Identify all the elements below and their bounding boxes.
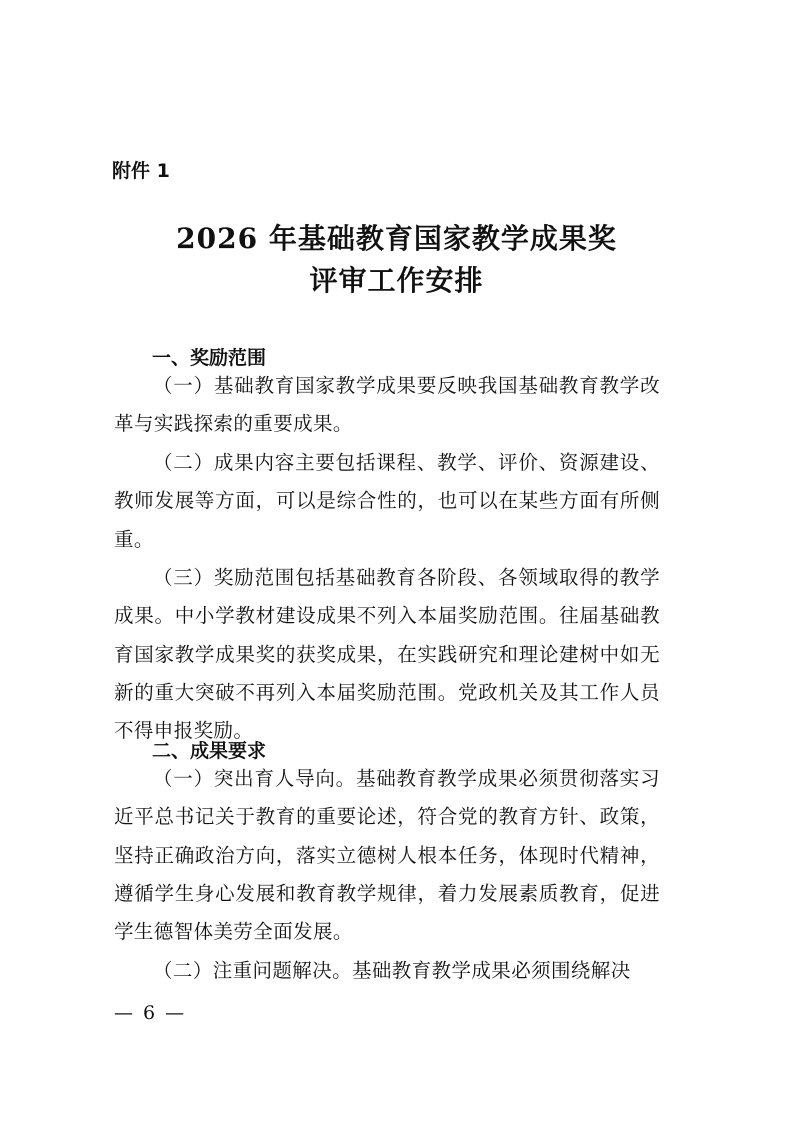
paragraph-requirements-2: （二）注重问题解决。基础教育教学成果必须围绕解决 xyxy=(153,959,631,982)
attachment-label: 附件 1 xyxy=(112,160,170,182)
paragraph-requirements-1: （一）突出育人导向。基础教育教学成果必须贯彻落实习近平总书记关于教育的重要论述，符合党的教育方针、政策，坚持正确政治方向，落实立德树人根本任务，体现时代精神，遵循学生身心发展和教育教学规律，着力发展素质教育，促进学生德智体美劳全面发展。 xyxy=(114,767,660,944)
paragraph-scope-1: （一）基础教育国家教学成果要反映我国基础教育教学改革与实践探索的重要成果。 xyxy=(114,374,660,436)
document-title-line-1: 2026 年基础教育国家教学成果奖 xyxy=(176,222,617,255)
paragraph-scope-3: （三）奖励范围包括基础教育各阶段、各领域取得的教学成果。中小学教材建设成果不列入本届奖励范围。往届基础教育国家教学成果奖的获奖成果，在实践研究和理论建树中如无新的重大突破不再列入本届奖励范围。党政机关及其工作人员不得申报奖励。 xyxy=(114,566,660,743)
section-heading-reward-scope: 一、奖励范围 xyxy=(152,347,267,369)
paragraph-scope-2: （二）成果内容主要包括课程、教学、评价、资源建设、教师发展等方面，可以是综合性的，也可以在某些方面有所侧重。 xyxy=(114,451,660,551)
page-number: — 6 — xyxy=(114,1002,187,1024)
section-heading-requirements: 二、成果要求 xyxy=(152,740,267,762)
document-title-line-2: 评审工作安排 xyxy=(309,264,484,297)
